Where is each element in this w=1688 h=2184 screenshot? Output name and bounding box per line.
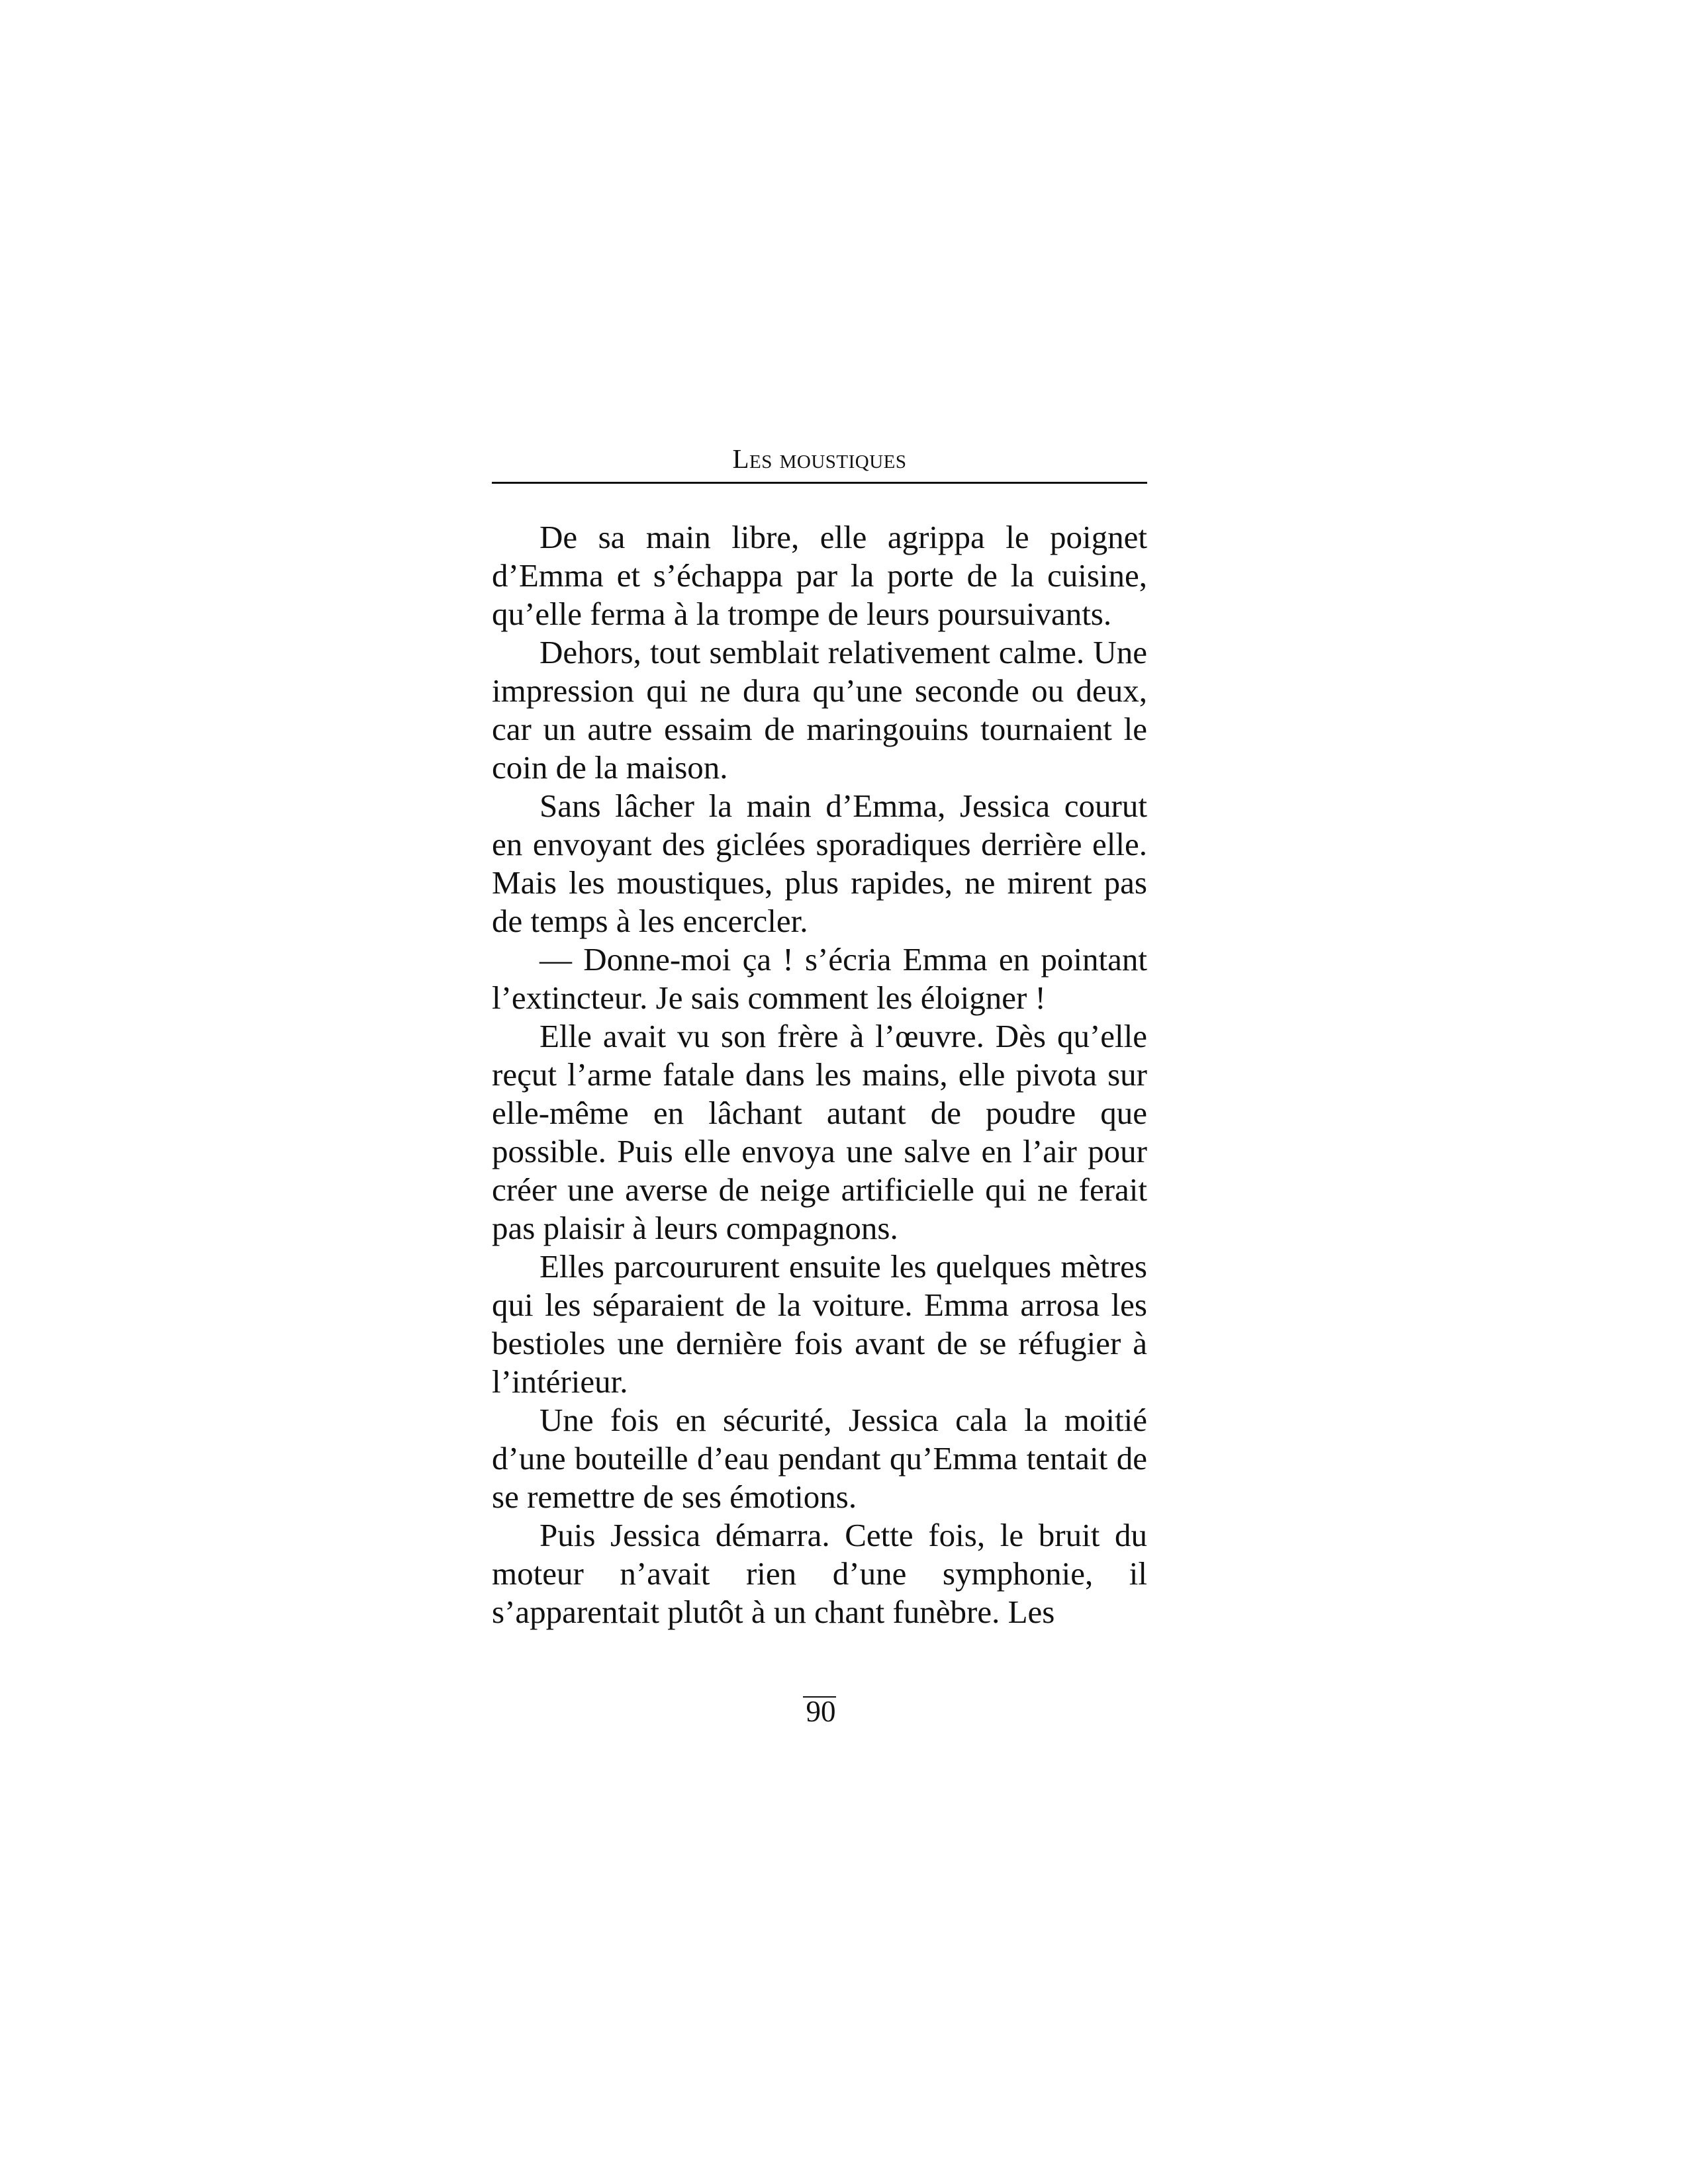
paragraph: Puis Jessica démarra. Cette fois, le bruit du moteur n’avait rien d’une symphonie, il s’apparentait plutôt à un chant funèbre. Les — [492, 1517, 1147, 1630]
paragraph: Sans lâcher la main d’Emma, Jessica courut en envoyant des giclées sporadiques derrière elle. Mais les moustiques, plus rapides, ne mirent pas de temps à les encercler. — [492, 788, 1147, 939]
paragraph: De sa main libre, elle agrippa le poignet d’Emma et s’échappa par la porte de la cuisine, qu’elle ferma à la trompe de leurs poursuivants. — [492, 519, 1147, 632]
paragraph: Elle avait vu son frère à l’œuvre. Dès qu’elle reçut l’arme fatale dans les mains, elle pivota sur elle-même en lâchant autant de poudre que possible. Puis elle envoya une salve en l’air pour créer une averse de neige artificielle qui ne ferait pas plaisir à leurs compagnons. — [492, 1018, 1147, 1246]
page-number: 90 — [806, 1695, 836, 1728]
running-head: Les moustiques — [732, 443, 907, 474]
paragraph: Une fois en sécurité, Jessica cala la moitié d’une bouteille d’eau pendant qu’Emma tentait de se remettre de ses émotions. — [492, 1402, 1147, 1515]
dialogue-paragraph: — Donne-moi ça ! s’écria Emma en pointant l’extincteur. Je sais comment les éloigner ! — [492, 941, 1147, 1016]
body-text — [492, 518, 1147, 1631]
paragraph: Elles parcoururent ensuite les quelques mètres qui les séparaient de la voiture. Emma arrosa les bestioles une dernière fois avant de se réfugier à l’intérieur. — [492, 1248, 1147, 1400]
header-rule — [492, 482, 1147, 484]
paragraph: Dehors, tout semblait relativement calme. Une impression qui ne dura qu’une seconde ou deux, car un autre essaim de maringouins tournaient le coin de la maison. — [492, 634, 1147, 786]
